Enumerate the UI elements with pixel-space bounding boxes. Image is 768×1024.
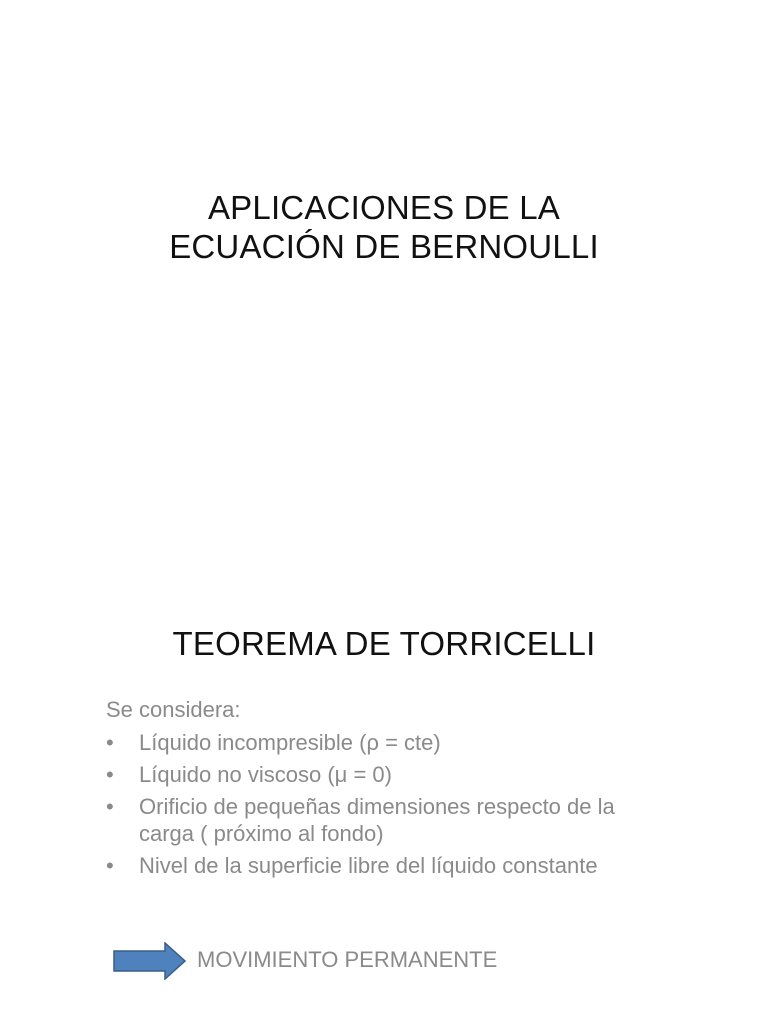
intro-text: Se considera: — [106, 697, 241, 722]
bullet-icon: • — [106, 730, 114, 755]
list-item — [106, 729, 646, 756]
conclusion-text: MOVIMIENTO PERMANENTE — [197, 947, 498, 972]
list-item — [106, 761, 646, 788]
slide-2-title: TEOREMA DE TORRICELLI — [172, 625, 596, 662]
bullet-icon: • — [106, 794, 114, 819]
title-line-1: APLICACIONES DE LA — [207, 189, 561, 226]
bullet-list — [106, 729, 646, 879]
slide-1-title — [0, 188, 768, 266]
bullet-icon: • — [106, 762, 114, 787]
title-line-2: ECUACIÓN DE BERNOULLI — [169, 228, 599, 265]
conclusion-row — [113, 942, 673, 980]
bullet-text: Nivel de la superficie libre del líquido constante — [139, 853, 598, 878]
bullet-text: Líquido incompresible (ρ = cte) — [139, 730, 441, 755]
bullet-text: Líquido no viscoso (μ = 0) — [139, 762, 392, 787]
bullet-icon: • — [106, 853, 114, 878]
list-item — [106, 852, 646, 879]
bullet-text: Orificio de pequeñas dimensiones respecto de la carga ( próximo al fondo) — [139, 794, 615, 846]
slide-2 — [0, 512, 768, 1024]
slide-2-content — [106, 696, 646, 884]
list-item — [106, 793, 646, 847]
right-arrow-icon — [113, 942, 187, 980]
